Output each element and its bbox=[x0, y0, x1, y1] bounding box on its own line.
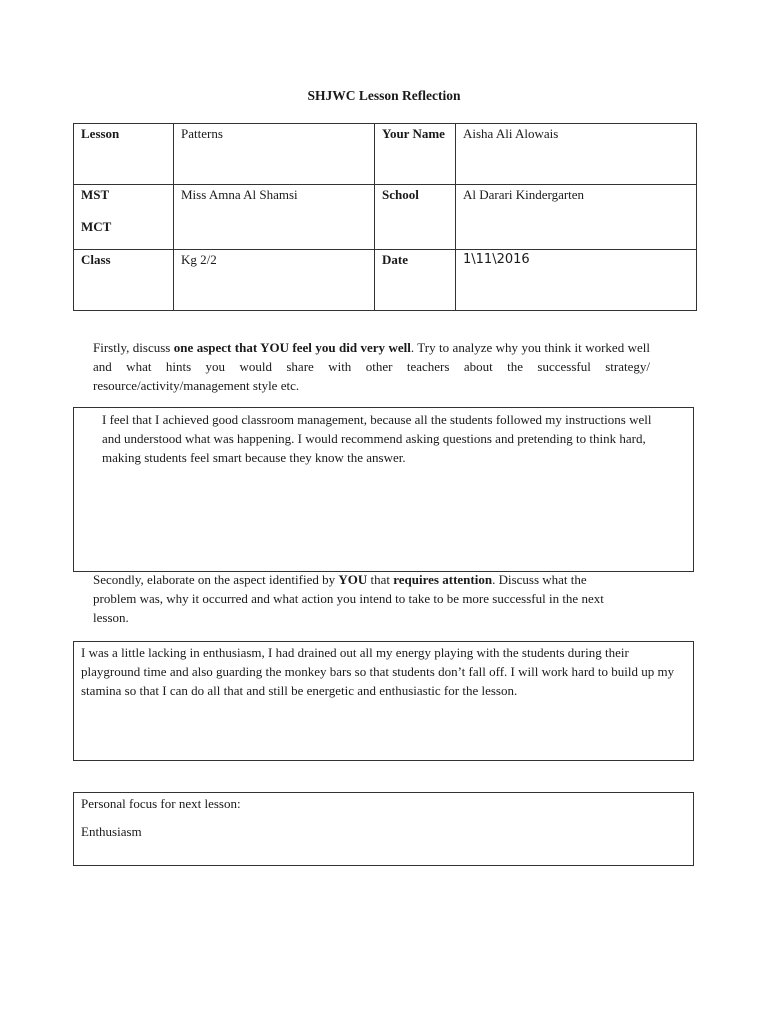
prompt-text: Firstly, discuss bbox=[93, 340, 174, 355]
prompt-emphasis: requires attention bbox=[393, 572, 493, 587]
date-value: 1\11\2016 bbox=[456, 250, 697, 311]
section2-answer: I was a little lacking in enthusiasm, I had drained out all my energy playing with the students during their playground time and also guarding the monkey bars so that students don’t fall off. I will work hard to build up my stamina so that I can do all that and still be energetic and enthusiastic for the lesson. bbox=[81, 645, 675, 698]
mst-mct-cell bbox=[74, 185, 174, 250]
focus-label: Personal focus for next lesson: bbox=[81, 796, 241, 811]
prompt-text: . Try to analyze why you think it worked well and what hints you would share with other teachers about the successful strategy/ resource/activity/management style etc. bbox=[93, 340, 650, 393]
prompt-text: that bbox=[367, 572, 394, 587]
school-label: School bbox=[375, 185, 456, 250]
page-title: SHJWC Lesson Reflection bbox=[307, 88, 461, 103]
section1-prompt bbox=[93, 338, 650, 395]
focus-value: Enthusiasm bbox=[81, 824, 142, 839]
section2-prompt bbox=[93, 570, 633, 627]
section1-answer: I feel that I achieved good classroom management, because all the students followed my instructions well and understood what was happening. I would recommend asking questions and pretending to think hard, making students feel smart because they know the answer. bbox=[102, 412, 652, 465]
name-value: Aisha Ali Alowais bbox=[456, 124, 697, 185]
lesson-info-table bbox=[73, 123, 697, 311]
lesson-value: Patterns bbox=[174, 124, 375, 185]
class-value: Kg 2/2 bbox=[174, 250, 375, 311]
mst-value: Miss Amna Al Shamsi bbox=[174, 185, 375, 250]
date-label: Date bbox=[375, 250, 456, 311]
name-label: Your Name bbox=[375, 124, 456, 185]
section1-answer-box bbox=[73, 407, 694, 572]
class-label: Class bbox=[74, 250, 174, 311]
prompt-emphasis: YOU bbox=[338, 572, 368, 587]
section2-answer-box bbox=[73, 641, 694, 761]
lesson-label: Lesson bbox=[74, 124, 174, 185]
prompt-text: . Discuss what the problem was, why it occurred and what action you intend to take to be more successful in the next lesson. bbox=[93, 572, 604, 625]
table-row bbox=[74, 185, 697, 250]
prompt-emphasis: one aspect that YOU feel you did very well bbox=[173, 340, 411, 355]
table-row bbox=[74, 124, 697, 185]
focus-box bbox=[73, 792, 694, 866]
school-value: Al Darari Kindergarten bbox=[456, 185, 697, 250]
prompt-text: Secondly, elaborate on the aspect identified by bbox=[93, 572, 339, 587]
mst-label: MST bbox=[81, 187, 110, 202]
table-row bbox=[74, 250, 697, 311]
mct-label: MCT bbox=[81, 219, 112, 234]
